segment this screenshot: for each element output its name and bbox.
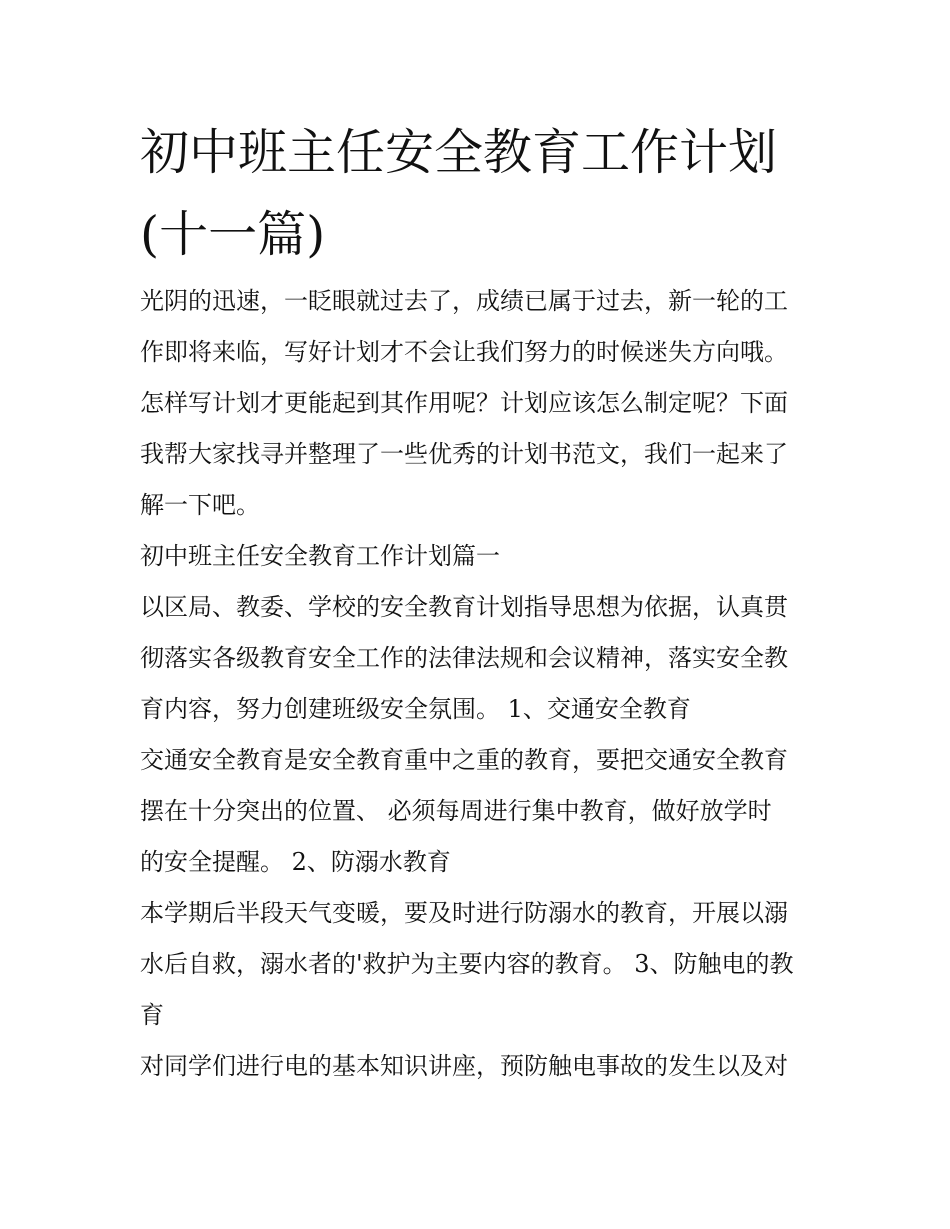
body-line: 光阴的迅速，一眨眼就过去了，成绩已属于过去，新一轮的工 — [140, 287, 788, 315]
body-line: 对同学们进行电的基本知识讲座，预防触电事故的发生以及对 — [140, 1052, 788, 1080]
body-line: 育 — [140, 1001, 164, 1029]
title-line-2: (十一篇) — [140, 206, 326, 263]
body-line: 怎样写计划才更能起到其作用呢？计划应该怎么制定呢？下面 — [140, 389, 788, 417]
document-body — [140, 276, 820, 1092]
document-title — [140, 112, 820, 276]
body-line: 解一下吧。 — [140, 491, 260, 519]
body-line: 我帮大家找寻并整理了一些优秀的计划书范文，我们一起来了 — [140, 440, 788, 468]
body-line: 交通安全教育是安全教育重中之重的教育，要把交通安全教育 — [140, 746, 788, 774]
body-line: 本学期后半段天气变暖，要及时进行防溺水的教育，开展以溺 — [140, 899, 788, 927]
body-line: 的安全提醒。 2、防溺水教育 — [140, 848, 451, 876]
body-line: 作即将来临，写好计划才不会让我们努力的时候迷失方向哦。 — [140, 338, 788, 366]
body-line: 水后自救，溺水者的'救护为主要内容的教育。 3、防触电的教 — [140, 950, 794, 978]
title-line-1: 初中班主任安全教育工作计划 — [140, 124, 778, 181]
body-line: 彻落实各级教育安全工作的法律法规和会议精神，落实安全教 — [140, 644, 788, 672]
section-heading: 初中班主任安全教育工作计划篇一 — [140, 542, 500, 570]
body-line: 摆在十分突出的位置、 必须每周进行集中教育，做好放学时 — [140, 797, 772, 825]
body-line: 以区局、教委、学校的安全教育计划指导思想为依据，认真贯 — [140, 593, 788, 621]
body-line: 育内容，努力创建班级安全氛围。 1、交通安全教育 — [140, 695, 691, 723]
